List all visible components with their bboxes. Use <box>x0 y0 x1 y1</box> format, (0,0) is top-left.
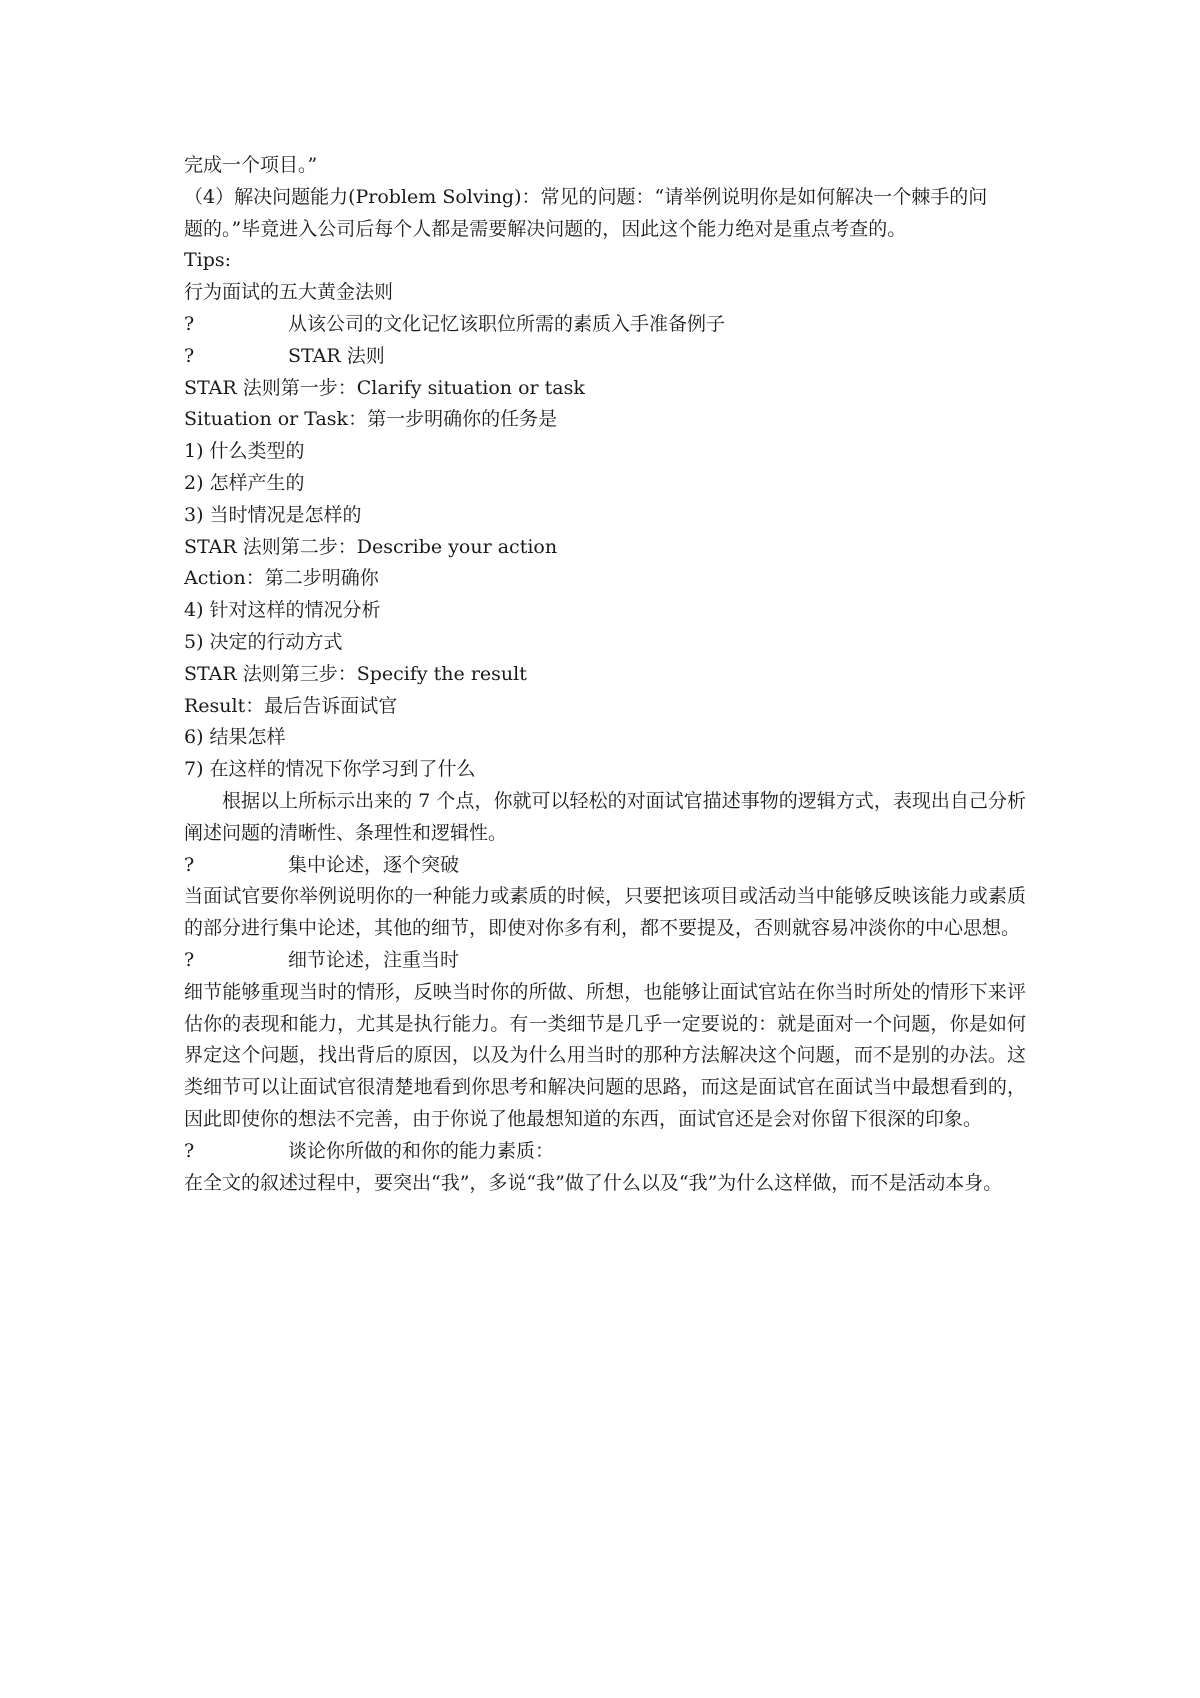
bullet-text: 谈论你所做的和你的能力素质： <box>288 1139 555 1162</box>
bullet-mark: ? <box>184 344 195 367</box>
numbered-item: 4) 针对这样的情况分析 <box>184 599 381 622</box>
section-heading: 行为面试的五大黄金法则 <box>184 281 394 304</box>
bullet-mark: ? <box>184 948 195 971</box>
paragraph: 当面试官要你举例说明你的一种能力或素质的时候，只要把该项目或活动当中能够反映该能力或素质的部分进行集中论述，其他的细节，即使对你多有利，都不要提及，否则就容易冲淡你的中心思想。 <box>184 885 1026 940</box>
bullet-item <box>184 850 1026 882</box>
text-line: STAR 法则第二步：Describe your action <box>184 535 558 558</box>
paragraph: 细节能够重现当时的情形，反映当时你的所做、所想，也能够让面试官站在你当时所处的情形下来评估你的表现和能力，尤其是执行能力。有一类细节是几乎一定要说的：就是面对一个问题，你是如何界定这个问题，找出背后的原因，以及为什么用当时的那种方法解决这个问题，而不是别的办法。这类细节可以让面试官很清楚地看到你思考和解决问题的思路，而这是面试官在面试当中最想看到的，因此即使你的想法不完善，由于你说了他最想知道的东西，面试官还是会对你留下很深的印象。 <box>184 980 1026 1130</box>
bullet-text: 集中论述，逐个突破 <box>288 853 460 876</box>
bullet-mark: ? <box>184 312 195 335</box>
bullet-item <box>184 945 1026 977</box>
paragraph: 根据以上所标示出来的 7 个点，你就可以轻松的对面试官描述事物的逻辑方式，表现出自己分析阐述问题的清晰性、条理性和逻辑性。 <box>184 789 1026 844</box>
numbered-item: 1) 什么类型的 <box>184 440 305 463</box>
numbered-item: 7) 在这样的情况下你学习到了什么 <box>184 758 476 781</box>
document-page <box>184 150 1026 1199</box>
numbered-item: 5) 决定的行动方式 <box>184 630 343 653</box>
text-line: STAR 法则第一步：Clarify situation or task <box>184 376 585 399</box>
text-line: Action：第二步明确你 <box>184 567 379 590</box>
bullet-item <box>184 1136 1026 1168</box>
text-line: Situation or Task：第一步明确你的任务是 <box>184 408 558 431</box>
text-line: Result：最后告诉面试官 <box>184 694 398 717</box>
paragraph: 在全文的叙述过程中，要突出“我”，多说“我”做了什么以及“我”为什么这样做，而不是活动本身。 <box>184 1171 1003 1194</box>
bullet-text: 细节论述，注重当时 <box>288 948 460 971</box>
bullet-mark: ? <box>184 853 195 876</box>
text-line: （4）解决问题能力(Problem Solving)：常见的问题：“请举例说明你是如何解决一个棘手的问 <box>184 185 988 208</box>
text-line: 完成一个项目。” <box>184 154 318 176</box>
bullet-item <box>184 309 1026 341</box>
bullet-mark: ? <box>184 1139 195 1162</box>
numbered-item: 3) 当时情况是怎样的 <box>184 503 362 526</box>
text-line: 题的。”毕竟进入公司后每个人都是需要解决问题的，因此这个能力绝对是重点考查的。 <box>184 217 907 240</box>
bullet-text: 从该公司的文化记忆该职位所需的素质入手准备例子 <box>288 312 726 335</box>
numbered-item: 2) 怎样产生的 <box>184 471 305 494</box>
text-line: STAR 法则第三步：Specify the result <box>184 662 527 685</box>
bullet-text: STAR 法则 <box>288 344 385 367</box>
tips-label: Tips: <box>184 249 232 272</box>
numbered-item: 6) 结果怎样 <box>184 726 286 749</box>
bullet-item <box>184 341 1026 373</box>
